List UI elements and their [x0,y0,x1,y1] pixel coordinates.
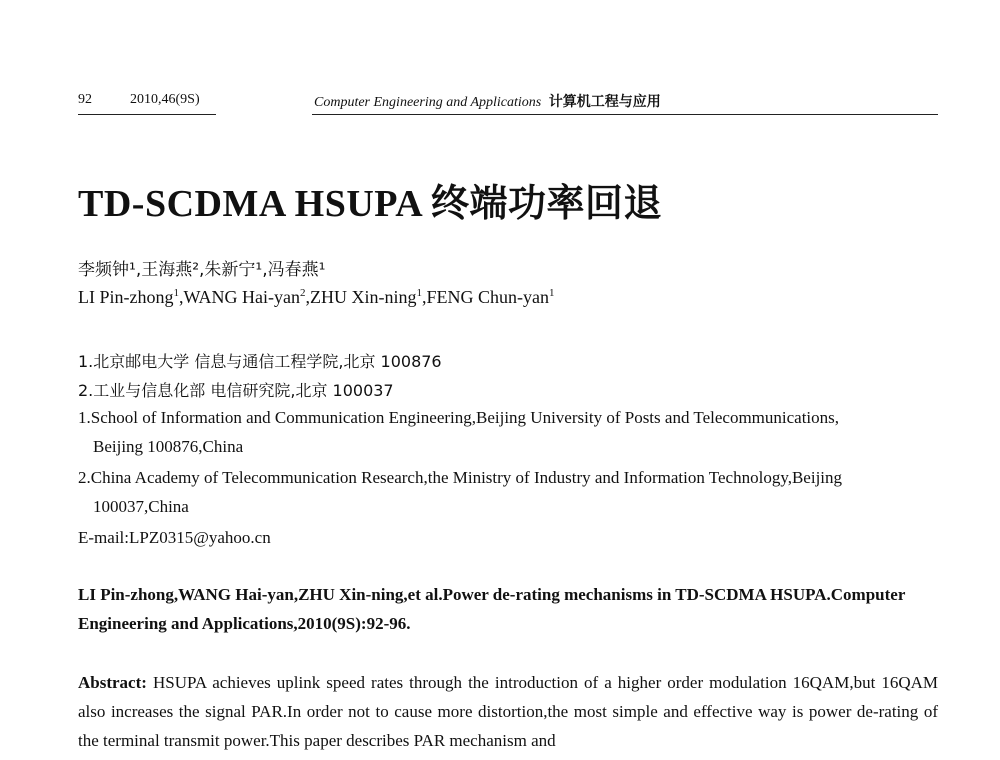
journal-name-cn: 计算机工程与应用 [548,94,661,110]
citation: LI Pin-zhong,WANG Hai-yan,ZHU Xin-ning,et al.Power de-rating mechanisms in TD-SCDMA HSUPA.Computer Engineering and Applications,2010(9S):92-96. [78,585,906,633]
author-name: ,ZHU Xin-ning [305,287,417,307]
journal-name [314,91,661,111]
affiliation-en-2: 2.China Academy of Telecommunication Research,the Ministry of Industry and Information Technology,Beijing [78,468,843,487]
journal-name-en: Computer Engineering and Applications [314,95,542,110]
affiliation-en-1-cont: Beijing 100876,China [93,437,244,456]
affiliation-en-1: 1.School of Information and Communication Engineering,Beijing University of Posts and Telecommunications, [78,408,840,427]
author-affil-mark: 1 [548,287,555,299]
authors-english [78,287,554,308]
author-name: ,WANG Hai-yan [178,287,300,307]
author-affil-mark: 2 [299,287,306,299]
abstract-label: Abstract: [78,673,147,692]
authors-chinese: 李频钟¹,王海燕²,朱新宁¹,冯春燕¹ [78,260,326,280]
author-affil-mark: 1 [416,287,422,299]
affiliation-cn-1: 1.北京邮电大学 信息与通信工程学院,北京 100876 [78,352,442,371]
header-rule-left [78,114,216,115]
abstract [78,668,938,755]
header-rule-right [312,114,938,115]
author-name: ,FENG Chun-yan [421,287,549,307]
issue-info: 2010,46(9S) [130,92,200,107]
running-header [78,92,938,114]
author-email: E-mail:LPZ0315@yahoo.cn [78,528,271,547]
page-number: 92 [78,92,92,107]
affiliation-cn-2: 2.工业与信息化部 电信研究院,北京 100037 [78,381,394,400]
author-affil-mark: 1 [173,287,179,299]
affiliation-en-2-cont: 100037,China [93,497,189,516]
paper-title: TD-SCDMA HSUPA 终端功率回退 [78,183,663,225]
author-name: LI Pin-zhong [78,287,174,307]
abstract-text: HSUPA achieves uplink speed rates through the introduction of a higher order modulation 16QAM,but 16QAM also increases the signal PAR.In order not to cause more distortion,the most simple and effective way is power de-rating of the terminal transmit power.This paper describes PAR mechanism and [78,673,939,750]
